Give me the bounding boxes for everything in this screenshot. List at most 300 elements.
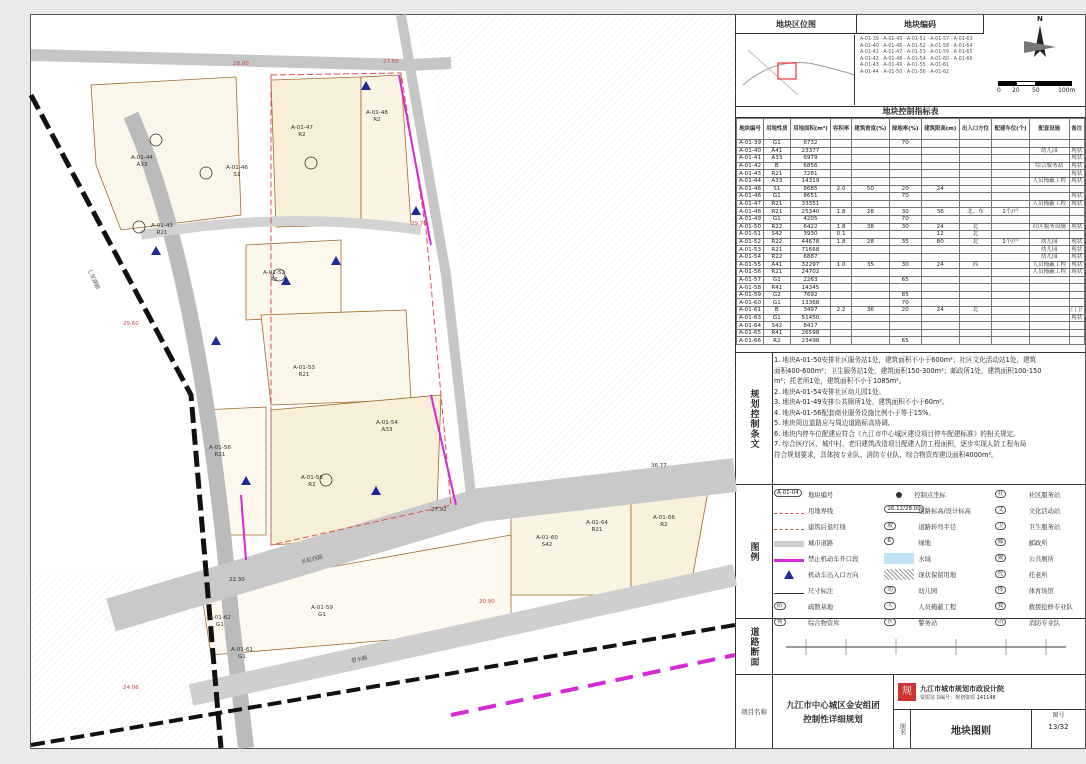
parcel-code: R2 [660,522,668,528]
table-cell: A-01-53 [737,246,764,254]
legend-text: 体育场馆 [1028,588,1054,595]
table-cell: A-01-52 [737,238,764,246]
legend-text: 邮政所 [1028,540,1048,547]
table-cell: A41 [764,147,791,155]
table-cell [851,200,889,208]
table-cell [921,291,959,299]
table-cell: R41 [764,329,791,337]
table-cell: 20 [889,185,921,193]
table-cell [851,329,889,337]
legend-block [736,485,1085,627]
table-cell [1069,208,1084,216]
rules-notes [774,355,1081,460]
legend-item [774,599,884,614]
legend-symbol-icon [774,601,804,612]
table-cell: R21 [764,246,791,254]
legend-text: 综合物资库 [808,620,840,627]
table-cell: 36 [851,307,889,315]
table-row [737,200,1085,208]
legend-symbol-icon [995,553,1025,564]
parcel-id: A-01-52 [263,270,285,276]
parcel-code: A33 [136,162,148,168]
table-cell [889,200,921,208]
legend-grid [774,487,1083,630]
table-cell: 85 [889,291,921,299]
table-cell: 1.8 [831,238,852,246]
table-cell [889,147,921,155]
table-cell: 北 [959,223,991,231]
parcel-label[interactable] [209,615,231,629]
table-cell: 65 [889,337,921,345]
legend-symbol-text: 消 [995,618,1007,626]
institute-logo-icon: 规 [898,683,916,701]
parcel-label[interactable] [131,155,153,169]
table-cell [851,276,889,284]
table-cell: 30 [889,261,921,269]
table-row [737,284,1085,292]
table-cell: 现状 [1069,147,1084,155]
table-cell [831,253,852,261]
table-cell [921,215,959,223]
table-cell: A-01-61 [737,307,764,315]
table-cell [959,253,991,261]
elevation-label: 36.77 [651,463,667,469]
table-cell: 社区服务设施 [1029,223,1069,231]
table-cell [1069,276,1084,284]
table-cell: 西 [959,261,991,269]
table-cell [959,140,991,148]
table-row [737,155,1085,163]
rule-note: 符合规划要求，具体按专业队、消防专业队、综合物资库建设面积4000m²。 [774,450,998,459]
parcel-code: R21 [156,230,168,236]
side-panel [736,15,1085,748]
table-cell: 13368 [790,299,831,307]
table-cell [831,193,852,201]
legend-item [884,503,994,518]
parcel-label[interactable] [231,647,253,661]
table-cell: 50 [851,185,889,193]
table-cell [992,322,1030,330]
table-row [737,185,1085,193]
legend-symbol-icon [884,553,914,564]
parcel-code: S1 [233,172,241,178]
table-cell [921,147,959,155]
table-row [737,238,1085,246]
table-cell: 51450 [790,314,831,322]
parcel-code: R2 [298,132,306,138]
table-cell [889,231,921,239]
elevation-label: 24.06 [123,685,139,691]
table-cell [831,246,852,254]
institute-sub: 资质证书编号：规划资质 141148 [920,694,996,701]
table-cell: 北、东 [959,208,991,216]
table-row [737,170,1085,178]
table-cell [959,155,991,163]
table-cell [921,200,959,208]
table-cell [851,155,889,163]
table-row [737,177,1085,185]
sheet-number-block: 图号 13/32 [1032,710,1085,748]
table-cell: 35 [851,261,889,269]
table-cell: 12 [921,231,959,239]
table-cell: 人员掩蔽工程 [1029,177,1069,185]
table-cell [831,269,852,277]
table-row [737,299,1085,307]
table-cell [959,299,991,307]
table-cell [851,193,889,201]
code-index-grid: A-01-39 · A-01-45 · A-01-51 · A-01-57 · A-01-63 A-01-40 · A-01-46 · A-01-52 · A-01-58 · A-01-64 A-01-41 · A-01-47 · A-01-53 · A-01-59 · A-01-65 A-01-42 · A-01-48 · A-01-54 · A-01-60 · A-01-66 A-01-43 · A-01-49 · A-01-55 · A-01-61 A-01-44 · A-01-50 · A-01-56 · A-01-62 [860,37,973,75]
table-cell: 现状 [1069,246,1084,254]
table-cell [831,291,852,299]
table-cell [959,322,991,330]
legend-symbol-icon [884,585,914,596]
legend-text: 消防专业队 [1028,620,1061,627]
table-cell: 幼儿园 [1029,147,1069,155]
legend-item [774,583,884,598]
legend-symbol-text: 26.12/28.00 [884,505,923,513]
table-cell: A-01-65 [737,329,764,337]
table-cell: G1 [764,193,791,201]
project-name [773,675,894,748]
institute-block [894,675,1085,710]
table-cell [1069,284,1084,292]
table-cell: 70 [889,299,921,307]
table-cell [1069,185,1084,193]
table-cell [1029,215,1069,223]
parcel-id: A-01-56 [209,445,231,451]
parcel-label[interactable] [366,110,388,124]
table-cell [889,155,921,163]
road-name: 长虹西路 [300,554,324,566]
table-cell [851,253,889,261]
table-cell [851,246,889,254]
parcel-code: R21 [214,452,226,458]
parcel-label[interactable] [209,445,231,459]
table-cell: 现状 [1069,253,1084,261]
legend-symbol-text: 6 [884,537,894,545]
parcel-label[interactable] [536,535,558,549]
table-cell [1029,329,1069,337]
table-cell: R41 [764,284,791,292]
table-cell: G1 [764,215,791,223]
table-row [737,314,1085,322]
table-cell: 6422 [790,223,831,231]
table-cell [851,162,889,170]
table-cell: 1.8 [831,223,852,231]
table-cell [831,299,852,307]
legend-symbol-text: 托 [995,570,1007,578]
table-cell [992,215,1030,223]
table-cell: 71668 [790,246,831,254]
rule-note: 4. 地块A-01-56配套商业服务设施比例小于等于15%。 [774,408,936,417]
legend-text: 水域 [918,556,931,563]
sheet-total: 32 [1059,723,1069,731]
table-cell [921,329,959,337]
table-cell: A-01-58 [737,284,764,292]
table-cell: 0.1 [831,231,852,239]
parcel-label[interactable] [293,365,315,379]
parcel-code: R2 [308,482,316,488]
road-name: 七里湖路 [85,268,101,291]
table-cell [831,162,852,170]
table-row [737,162,1085,170]
table-cell: 30 [889,223,921,231]
table-cell: 65 [889,276,921,284]
legend-text: 人员掩蔽工程 [918,604,957,611]
legend-symbol-text: A-01-04 [774,489,802,497]
rule-note: 7. 综合医疗区、城中村、老旧建筑改造项目配建人防工程面积，逐步实现人防工程布局 [774,440,1027,448]
table-cell [1069,215,1084,223]
table-cell: 26598 [790,329,831,337]
legend-text: 机动车出入口方向 [808,572,859,579]
table-cell [959,314,991,322]
table-cell [921,276,959,284]
table-cell [992,291,1030,299]
table-cell [1029,314,1069,322]
legend-item [884,599,994,614]
table-cell: 人员掩蔽工程 [1029,261,1069,269]
legend-symbol-text: 邮 [995,538,1007,546]
table-cell [1029,231,1069,239]
legend-symbol-icon [995,569,1025,580]
table-cell: 28 [851,238,889,246]
table-cell [831,314,852,322]
parcel-id: A-01-44 [131,155,153,161]
table-cell [831,322,852,330]
table-cell: G1 [764,299,791,307]
project-name-line1: 九江市中心城区金安组团 [786,700,880,711]
table-cell [992,337,1030,345]
table-cell [992,162,1030,170]
table-cell: 14319 [790,177,831,185]
title-block [736,675,1085,748]
table-cell [992,314,1030,322]
table-header: 建筑限高(m) [921,119,959,140]
table-cell [889,269,921,277]
table-cell: B [764,162,791,170]
legend-symbol-text: 幼 [884,586,896,594]
parcel-label[interactable] [291,125,313,139]
table-cell: S1 [764,185,791,193]
legend-symbol-icon [884,601,914,612]
legend-symbol-icon [884,537,914,548]
legend-item [884,487,994,502]
table-cell [1029,155,1069,163]
parcel-A-01-53 [261,310,411,405]
table-cell [851,231,889,239]
legend-text: 文化活动站 [1028,508,1061,515]
table-cell: A-01-42 [737,162,764,170]
table-row [737,291,1085,299]
table-cell [959,177,991,185]
table-cell: R22 [764,238,791,246]
table-cell: A41 [764,261,791,269]
drawing-label: 图名 [894,710,911,748]
parcel-label[interactable] [653,515,675,529]
elevation-label: 27.50 [383,59,399,65]
legend-symbol-text: 医 [884,618,896,626]
rules-block [736,353,1085,485]
legend-symbol-text: 厕 [995,554,1007,562]
table-cell: A-01-41 [737,155,764,163]
table-row [737,269,1085,277]
legend-symbol-icon [995,489,1025,500]
parcel-id: A-01-66 [653,515,675,521]
table-cell: A-01-49 [737,215,764,223]
scale-bar [998,79,1082,101]
table-cell [851,215,889,223]
table-cell: A-01-57 [737,276,764,284]
parcel-code: G1 [318,612,326,618]
table-cell [921,299,959,307]
table-cell: 23377 [790,147,831,155]
parcel-code: R21 [591,527,603,533]
table-cell: R2 [764,337,791,345]
parcel-code: G1 [216,622,224,628]
table-cell [959,147,991,155]
drawing-sheet [30,14,1086,749]
table-row [737,231,1085,239]
table-cell: R22 [764,223,791,231]
table-cell [959,269,991,277]
table-cell: R21 [764,200,791,208]
legend-item [774,535,884,550]
table-cell: R21 [764,269,791,277]
parcel-id: A-01-61 [231,647,253,653]
table-row [737,329,1085,337]
table-cell: 现状 [1069,162,1084,170]
table-header: 建筑密度(%) [851,119,889,140]
parcel-label[interactable] [226,165,248,179]
table-row [737,322,1085,330]
table-cell: G1 [764,140,791,148]
table-cell [959,291,991,299]
legend-symbol-text: 救 [995,602,1007,610]
table-cell [1029,185,1069,193]
table-cell [959,162,991,170]
rule-note: 3. 地块A-01-49安排公共厕所1处，建筑面积不小于60m²。 [774,398,949,406]
table-cell: G2 [764,291,791,299]
legend-item [995,567,1083,582]
table-cell: 2.2 [831,307,852,315]
table-cell [851,337,889,345]
table-cell: S42 [764,322,791,330]
table-cell: 7281 [790,170,831,178]
index-table [736,118,1085,345]
table-cell: 38 [851,223,889,231]
table-cell: 1个/户 [992,208,1030,216]
location-map[interactable] [738,35,855,105]
table-cell [992,299,1030,307]
legend-symbol-icon [995,601,1025,612]
parcel-label[interactable] [311,605,333,619]
legend-symbol-text: 体 [995,586,1007,594]
table-cell [851,284,889,292]
table-cell: 24 [921,307,959,315]
table-cell [992,193,1030,201]
scale-tick: 100m [1058,87,1076,94]
table-cell [851,269,889,277]
parcel-label[interactable] [586,520,608,534]
table-cell [889,329,921,337]
legend-item [995,535,1083,550]
table-cell: 1.0 [831,261,852,269]
legend-item [774,503,884,518]
elevation-label: 20.90 [479,599,495,605]
table-cell [992,147,1030,155]
table-cell: 6856 [790,162,831,170]
table-cell: 36 [921,208,959,216]
table-cell: 3497 [790,307,831,315]
parcel-label[interactable] [151,223,173,237]
table-cell [851,170,889,178]
parcel-label[interactable] [301,475,323,489]
legend-text: 社区服务站 [1028,492,1061,499]
table-cell: 现状 [1069,177,1084,185]
table-cell [831,276,852,284]
parcel-label[interactable] [263,270,285,284]
road-section-diagram [786,625,1075,669]
legend-symbol-icon [884,569,914,580]
legend-text: 疏散基地 [808,604,834,611]
elevation-label: 27.92 [431,507,447,513]
legend-text: 控制点坐标 [914,492,946,499]
drawing-name: 地块图则 [911,710,1032,748]
table-cell: A-01-43 [737,170,764,178]
table-cell [992,231,1030,239]
table-cell [831,284,852,292]
legend-symbol-icon [884,505,921,516]
table-cell: 28 [851,208,889,216]
table-cell: 23498 [790,337,831,345]
legend-text: 禁止机动车开口段 [808,556,859,563]
legend-text: 尺寸标注 [808,588,834,595]
table-cell: 现状 [1069,155,1084,163]
table-cell: 24702 [790,269,831,277]
table-cell [992,276,1030,284]
table-cell: 35 [889,238,921,246]
table-row [737,276,1085,284]
legend-text: 用地界线 [808,508,834,515]
table-cell [992,170,1030,178]
table-cell: 24 [921,261,959,269]
table-cell [831,140,852,148]
table-cell: A-01-39 [737,140,764,148]
parcel-label[interactable] [376,420,398,434]
table-header: 备注 [1069,119,1084,140]
table-cell [921,155,959,163]
table-cell: 2263 [790,276,831,284]
table-row [737,253,1085,261]
table-cell [1069,337,1084,345]
table-cell [889,253,921,261]
table-cell [889,177,921,185]
legend-symbol-text: 人 [884,602,896,610]
project-label: 项目名称 [736,675,773,748]
parcel-id: A-01-48 [366,110,388,116]
table-cell: A-01-64 [737,322,764,330]
legend-text: 城市道路 [808,540,834,547]
table-cell [889,170,921,178]
table-cell [959,329,991,337]
map-area[interactable] [31,15,736,748]
table-cell [959,276,991,284]
map-canvas[interactable] [31,15,735,748]
rule-note: 2. 地块A-01-54安排社区幼儿园1处。 [774,387,886,396]
legend-symbol-icon [774,559,804,562]
rule-note: 5. 地块周边道路应与周边道路标高协调。 [774,419,895,427]
legend-symbol-text: 防 [774,602,786,610]
